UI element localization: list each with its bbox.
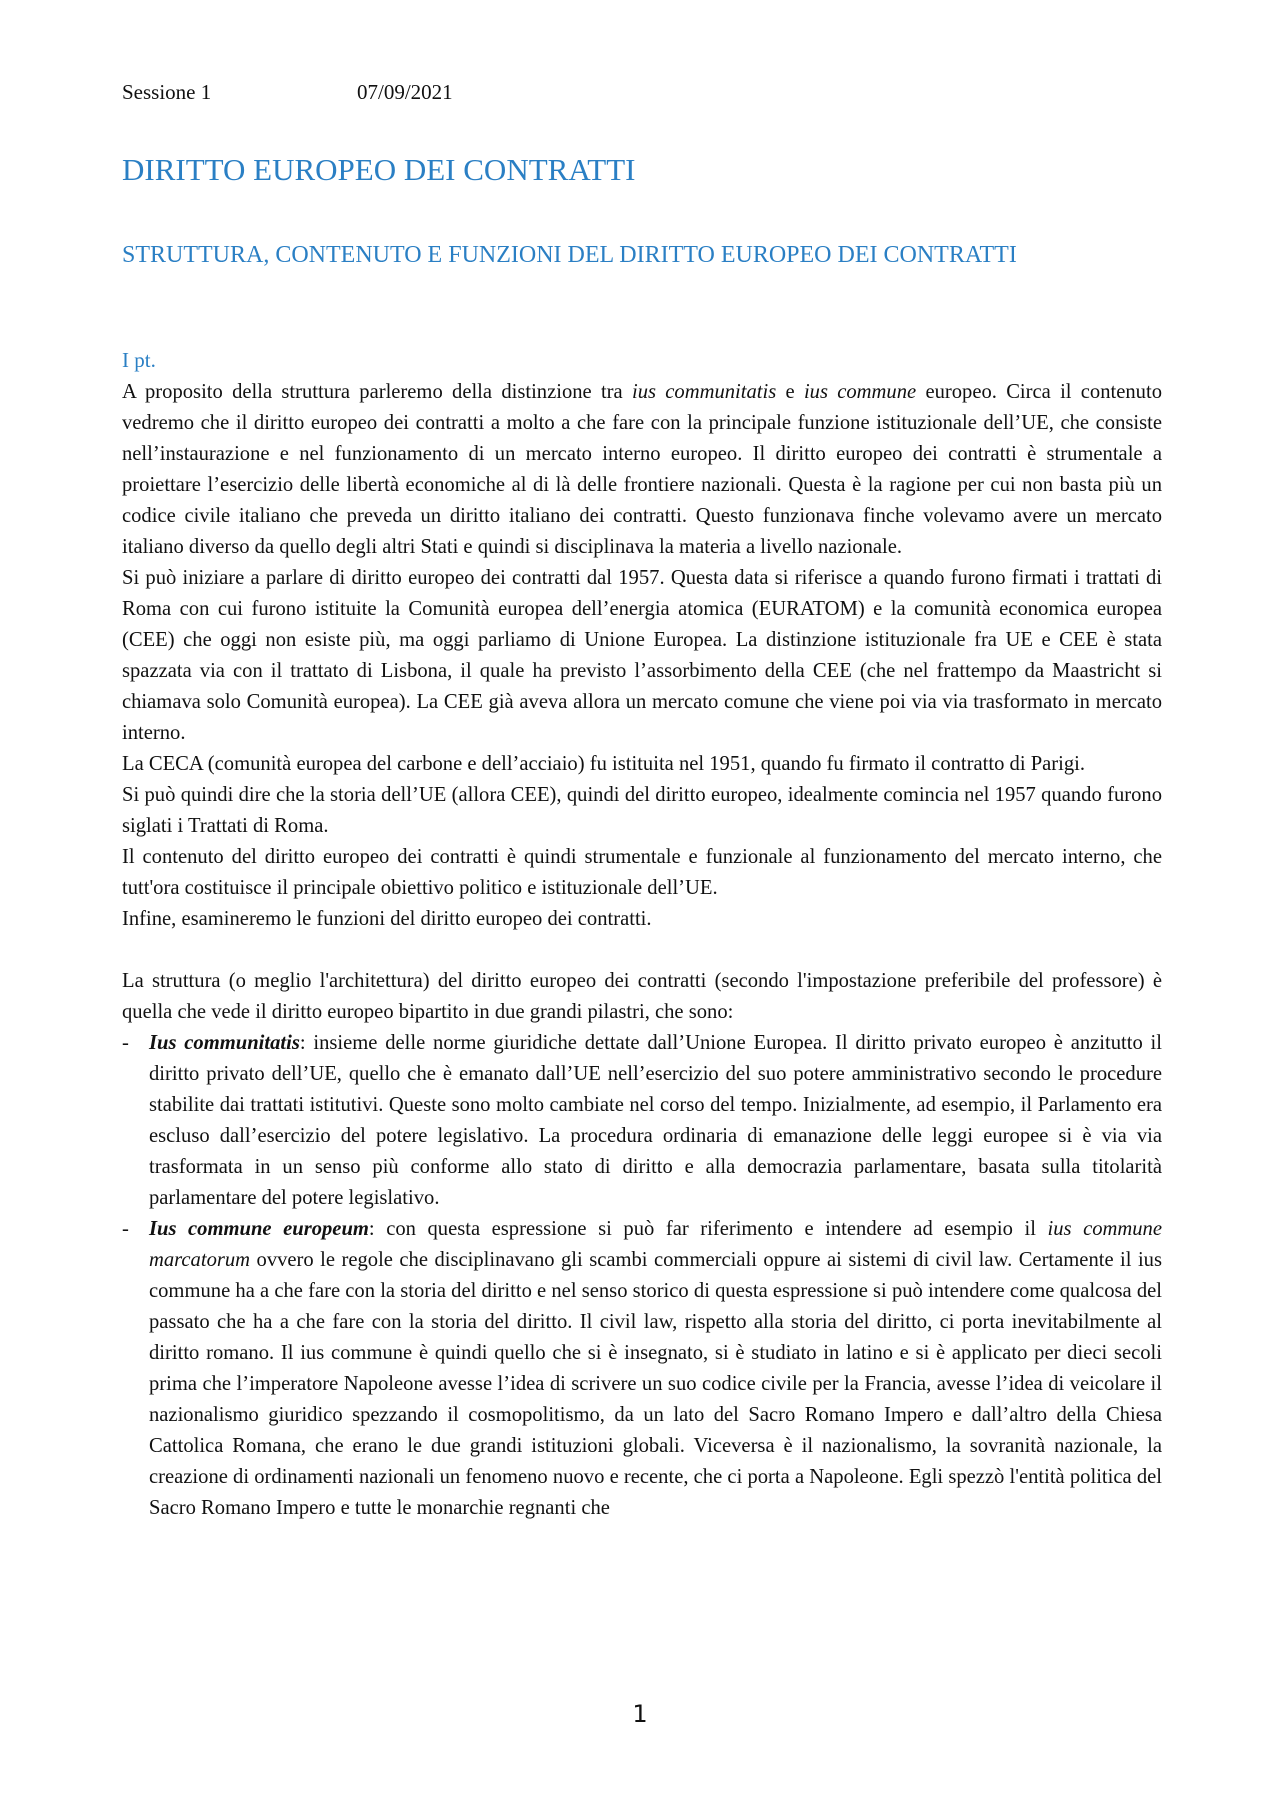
intro-paragraph-3: La CECA (comunità europea del carbone e dell’acciaio) fu istituita nel 1951, quando fu firmato il contratto di Parigi. [122, 753, 1086, 775]
session-header [122, 80, 453, 105]
list-item-ius-communitatis: - Ius communitatis: insieme delle norme giuridiche dettate dall’Unione Europea. Il diritto privato europeo è anzitutto il diritto privato dell’UE, quello che è emanato dall’UE nell’esercizio del suo potere amministrativo secondo le procedure stabilite dai trattati istitutivi. Queste sono molto cambiate nel corso del tempo. Inizialmente, ad esempio, il Parlamento era escluso dall’esercizio del potere legislativo. La procedura ordinaria di emanazione delle leggi europee si è via via trasformata in un senso più conforme allo stato di diritto e alla democrazia parlamentare, basata sulla titolarità parlamentare del potere legislativo. [122, 1028, 1162, 1214]
paragraph-gap [122, 935, 1162, 966]
bullet-dash: - [122, 1218, 129, 1240]
page-number: 1 [632, 1700, 648, 1728]
term-ius-commune-europeum: Ius commune europeum [149, 1218, 369, 1240]
session-label: Sessione 1 [122, 80, 212, 104]
intro-paragraph-5: Il contenuto del diritto europeo dei contratti è quindi strumentale e funzionale al funzionamento del mercato interno, che tutt'ora costituisce il principale obiettivo politico e istituzionale dell’UE. [122, 846, 1162, 899]
document-title: DIRITTO EUROPEO DEI CONTRATTI [122, 152, 636, 187]
intro-paragraph-6: Infine, esamineremo le funzioni del diritto europeo dei contratti. [122, 908, 652, 930]
session-date: 07/09/2021 [357, 80, 453, 104]
intro-paragraph-4: Si può quindi dire che la storia dell’UE (allora CEE), quindi del diritto europeo, idealmente comincia nel 1957 quando furono siglati i Trattati di Roma. [122, 784, 1162, 837]
document-subtitle: STRUTTURA, CONTENUTO E FUNZIONI DEL DIRITTO EUROPEO DEI CONTRATTI [122, 242, 1017, 268]
list-item-ius-commune-europeum: - Ius commune europeum: con questa espressione si può far riferimento e intendere ad esempio il ius commune marcatorum ovvero le regole che disciplinavano gli scambi commerciali oppure ai sistemi di civil law. Certamente il ius commune ha a che fare con la storia del diritto e nel senso storico di questa espressione si può intendere come qualcosa del passato che ha a che fare con la storia del diritto. Il civil law, rispetto alla storia del diritto, ci porta inevitabilmente al diritto romano. Il ius commune è quindi quello che si è insegnato, si è studiato in latino e si è applicato per dieci secoli prima che l’imperatore Napoleone avesse l’idea di scrivere un suo codice civile per la Francia, avesse l’idea di veicolare il nazionalismo giuridico spezzando il cosmopolitismo, da un lato del Sacro Romano Impero e dall’altro della Chiesa Cattolica Romana, che erano le due grandi istituzioni globali. Viceversa è il nazionalismo, la sovranità nazionale, la creazione di ordinamenti nazionali un fenomeno nuovo e recente, che ci porta a Napoleone. Egli spezzò l'entità politica del Sacro Romano Impero e tutte le monarchie regnanti che [122, 1214, 1162, 1524]
section-label: I pt. [122, 348, 156, 372]
intro-paragraph-2: Si può iniziare a parlare di diritto europeo dei contratti dal 1957. Questa data si riferisce a quando furono firmati i trattati di Roma con cui furono istituite la Comunità europea dell’energia atomica (EURATOM) e la comunità economica europea (CEE) che oggi non esiste più, ma oggi parliamo di Unione Europea. La distinzione istituzionale fra UE e CEE è stata spazzata via con il trattato di Lisbona, il quale ha previsto l’assorbimento della CEE (che nel frattempo da Maastricht si chiamava solo Comunità europea). La CEE già aveva allora un mercato comune che viene poi via via trasformato in mercato interno. [122, 567, 1162, 744]
body-text [122, 377, 1162, 1524]
term-ius-communitatis: Ius communitatis [149, 1032, 300, 1054]
structure-paragraph: La struttura (o meglio l'architettura) del diritto europeo dei contratti (secondo l'impostazione preferibile del professore) è quella che vede il diritto europeo bipartito in due grandi pilastri, che sono: [122, 970, 1162, 1023]
bullet-dash: - [122, 1032, 129, 1054]
intro-paragraph-1: A proposito della struttura parleremo della distinzione tra ius communitatis e ius commune europeo. Circa il contenuto vedremo che il diritto europeo dei contratti a molto a che fare con la principale funzione istituzionale dell’UE, che consiste nell’instaurazione e nel funzionamento di un mercato interno europeo. Il diritto europeo dei contratti è strumentale a proiettare l’esercizio delle libertà economiche al di là delle frontiere nazionali. Questa è la ragione per cui non basta più un codice civile italiano che preveda un diritto italiano dei contratti. Questo funzionava finche volevamo avere un mercato italiano diverso da quello degli altri Stati e quindi si disciplinava la materia a livello nazionale. [122, 381, 1162, 558]
